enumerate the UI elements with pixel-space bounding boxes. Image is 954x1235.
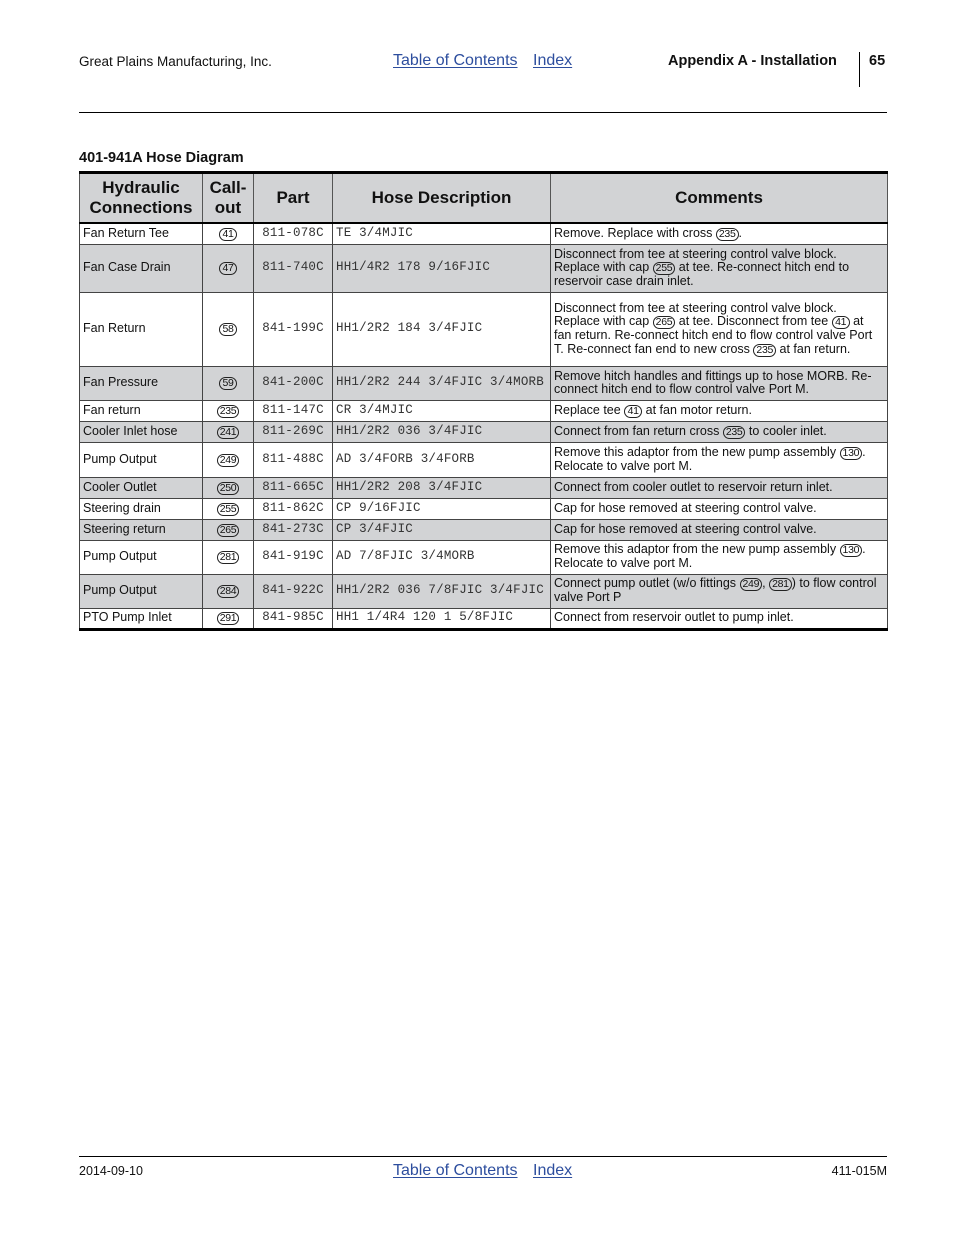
- cell-connection: Pump Output: [80, 540, 203, 574]
- cell-part: 811-862C: [254, 498, 333, 519]
- table-row: [80, 421, 888, 442]
- table-row: [80, 223, 888, 244]
- cell-part: 841-199C: [254, 292, 333, 366]
- section-title: Appendix A - Installation: [668, 53, 837, 69]
- cell-description: CR 3/4MJIC: [333, 400, 551, 421]
- callout-badge: 235: [753, 344, 776, 357]
- callout-badge: 59: [219, 377, 237, 390]
- cell-description: TE 3/4MJIC: [333, 223, 551, 244]
- cell-connection: PTO Pump Inlet: [80, 608, 203, 629]
- table-row: [80, 292, 888, 366]
- cell-callout: [203, 498, 254, 519]
- cell-part: 811-488C: [254, 442, 333, 477]
- company-name: Great Plains Manufacturing, Inc.: [79, 54, 272, 69]
- callout-badge: 41: [624, 405, 642, 418]
- cell-connection: Fan Case Drain: [80, 244, 203, 292]
- callout-badge: 265: [653, 316, 676, 329]
- cell-part: 841-919C: [254, 540, 333, 574]
- cell-connection: Cooler Outlet: [80, 477, 203, 498]
- header-divider: [859, 52, 860, 87]
- table-row: [80, 574, 888, 608]
- cell-connection: Steering drain: [80, 498, 203, 519]
- cell-connection: Pump Output: [80, 442, 203, 477]
- header-part: Part: [254, 173, 333, 224]
- callout-badge: 265: [217, 524, 240, 537]
- cell-description: HH1/2R2 244 3/4FJIC 3/4MORB: [333, 366, 551, 400]
- callout-badge: 47: [219, 262, 237, 275]
- cell-part: 841-273C: [254, 519, 333, 540]
- footer-index-link[interactable]: Index: [533, 1162, 573, 1179]
- cell-callout: [203, 540, 254, 574]
- table-row: [80, 519, 888, 540]
- cell-callout: [203, 574, 254, 608]
- hose-table: [79, 171, 888, 631]
- cell-callout: [203, 519, 254, 540]
- table-header-row: [80, 173, 888, 224]
- cell-callout: [203, 400, 254, 421]
- doc-number: 411-015M: [831, 1164, 887, 1178]
- callout-badge: 255: [217, 503, 240, 516]
- cell-part: 811-147C: [254, 400, 333, 421]
- cell-description: CP 9/16FJIC: [333, 498, 551, 519]
- cell-connection: Steering return: [80, 519, 203, 540]
- callout-badge: 241: [217, 426, 240, 439]
- cell-callout: [203, 442, 254, 477]
- cell-part: 841-200C: [254, 366, 333, 400]
- cell-part: 811-665C: [254, 477, 333, 498]
- cell-comment: Cap for hose removed at steering control valve.: [551, 498, 888, 519]
- callout-badge: 235: [723, 426, 746, 439]
- cell-description: CP 3/4FJIC: [333, 519, 551, 540]
- cell-part: 841-922C: [254, 574, 333, 608]
- callout-badge: 41: [832, 316, 850, 329]
- cell-callout: [203, 244, 254, 292]
- cell-comment: Remove this adaptor from the new pump assembly 130 . Relocate to valve port M.: [551, 442, 888, 477]
- callout-badge: 281: [769, 578, 792, 591]
- header-connections: Hydraulic Connections: [80, 173, 203, 224]
- callout-badge: 130: [840, 544, 863, 557]
- cell-connection: Cooler Inlet hose: [80, 421, 203, 442]
- table-row: [80, 498, 888, 519]
- cell-part: 811-269C: [254, 421, 333, 442]
- callout-badge: 58: [219, 323, 237, 336]
- cell-description: HH1/2R2 184 3/4FJIC: [333, 292, 551, 366]
- cell-part: 811-078C: [254, 223, 333, 244]
- cell-callout: [203, 477, 254, 498]
- callout-badge: 250: [217, 482, 240, 495]
- cell-callout: [203, 608, 254, 629]
- table-row: [80, 608, 888, 629]
- cell-connection: Fan Pressure: [80, 366, 203, 400]
- table-row: [80, 477, 888, 498]
- cell-part: 841-985C: [254, 608, 333, 629]
- header-callout: Call- out: [203, 173, 254, 224]
- cell-comment: Connect from reservoir outlet to pump inlet.: [551, 608, 888, 629]
- cell-description: HH1/2R2 036 3/4FJIC: [333, 421, 551, 442]
- cell-callout: [203, 292, 254, 366]
- callout-badge: 255: [653, 262, 676, 275]
- cell-comment: Disconnect from tee at steering control valve block. Replace with cap 255 at tee. Re-connect hitch end to reservoir case drain inlet.: [551, 244, 888, 292]
- cell-callout: [203, 366, 254, 400]
- callout-badge: 235: [716, 228, 739, 241]
- cell-description: HH1/2R2 208 3/4FJIC: [333, 477, 551, 498]
- callout-badge: 235: [217, 405, 240, 418]
- table-row: [80, 540, 888, 574]
- header-rule: [79, 112, 887, 113]
- cell-part: 811-740C: [254, 244, 333, 292]
- table-row: [80, 442, 888, 477]
- table-row: [80, 366, 888, 400]
- table-row: [80, 244, 888, 292]
- header-comments: Comments: [551, 173, 888, 224]
- callout-badge: 281: [217, 551, 240, 564]
- callout-badge: 249: [217, 454, 240, 467]
- callout-badge: 291: [217, 612, 240, 625]
- callout-badge: 249: [740, 578, 763, 591]
- cell-description: HH1/2R2 036 7/8FJIC 3/4FJIC: [333, 574, 551, 608]
- callout-badge: 130: [840, 447, 863, 460]
- header-toc-link[interactable]: Table of Contents: [393, 52, 518, 69]
- cell-description: HH1 1/4R4 120 1 5/8FJIC: [333, 608, 551, 629]
- cell-comment: Remove hitch handles and fittings up to hose MORB. Re-connect hitch end to flow control valve Port M.: [551, 366, 888, 400]
- cell-connection: Fan Return Tee: [80, 223, 203, 244]
- footer-date: 2014-09-10: [79, 1164, 143, 1178]
- cell-comment: Replace tee 41 at fan motor return.: [551, 400, 888, 421]
- cell-connection: Fan Return: [80, 292, 203, 366]
- header-index-link[interactable]: Index: [533, 52, 573, 69]
- cell-callout: [203, 421, 254, 442]
- cell-description: HH1/4R2 178 9/16FJIC: [333, 244, 551, 292]
- cell-comment: Remove. Replace with cross 235 .: [551, 223, 888, 244]
- table-body: [80, 223, 888, 629]
- footer-rule: [79, 1156, 887, 1157]
- header-description: Hose Description: [333, 173, 551, 224]
- cell-description: AD 3/4FORB 3/4FORB: [333, 442, 551, 477]
- cell-comment: Connect pump outlet (w/o fittings 249 , 281 ) to flow control valve Port P: [551, 574, 888, 608]
- diagram-title: 401-941A Hose Diagram: [79, 150, 244, 166]
- callout-badge: 41: [219, 228, 237, 241]
- cell-connection: Pump Output: [80, 574, 203, 608]
- callout-badge: 284: [217, 585, 240, 598]
- cell-comment: Cap for hose removed at steering control valve.: [551, 519, 888, 540]
- table-row: [80, 400, 888, 421]
- footer-toc-link[interactable]: Table of Contents: [393, 1162, 518, 1179]
- cell-comment: Connect from fan return cross 235 to cooler inlet.: [551, 421, 888, 442]
- cell-callout: [203, 223, 254, 244]
- cell-comment: Remove this adaptor from the new pump assembly 130 . Relocate to valve port M.: [551, 540, 888, 574]
- cell-comment: Connect from cooler outlet to reservoir return inlet.: [551, 477, 888, 498]
- cell-description: AD 7/8FJIC 3/4MORB: [333, 540, 551, 574]
- cell-connection: Fan return: [80, 400, 203, 421]
- cell-comment: Disconnect from tee at steering control valve block. Replace with cap 265 at tee. Disconnect from tee 41 at fan return. Re-connect hitch end to flow control valve Port T. Re-connect fan end to new cross 235 at fan return.: [551, 292, 888, 366]
- page-number: 65: [869, 53, 886, 69]
